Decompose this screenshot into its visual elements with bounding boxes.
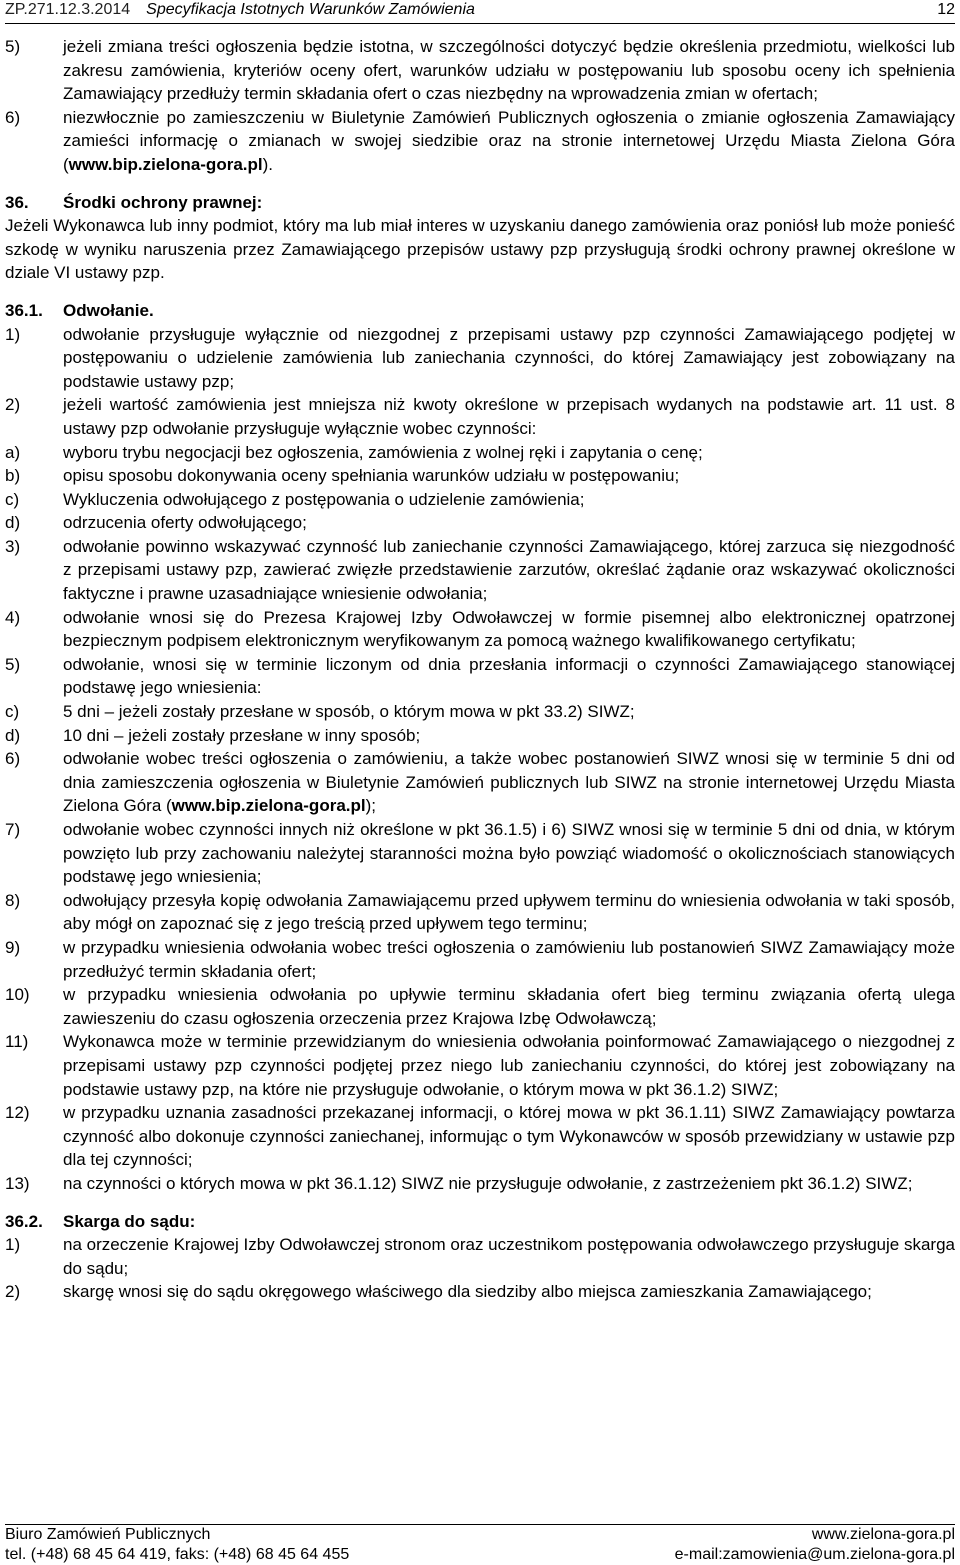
list-item: [5, 936, 955, 983]
item-text: odwołanie, wnosi się w terminie liczonym od dnia przesłania informacji o czynności Zamawiającego stanowiącej podstawę jego wniesienia:: [63, 654, 955, 698]
item-number: 13): [5, 1173, 30, 1193]
section-number: 36.2.: [5, 1211, 43, 1231]
item-text: na orzeczenie Krajowej Izby Odwoławczej stronom oraz uczestnikom postępowania odwoławczego przysługuje skarga do sądu;: [63, 1235, 955, 1278]
section-number: 36.: [5, 192, 29, 212]
item-text: skargę wnosi się do sądu okręgowego właściwego dla siedziby albo miejsca zamieszkania Zamawiającego;: [63, 1282, 872, 1302]
item-number: 8): [5, 890, 21, 910]
section-36-paragraph: Jeżeli Wykonawca lub inny podmiot, który ma lub miał interes w uzyskaniu danego zamówienia oraz poniósł lub może ponieść szkodę w wyniku naruszenia przez Zamawiającego przepisów ustawy pzp przysługują środki ochrony prawnej określone w dziale VI ustawy pzp.: [5, 216, 955, 283]
item-text-part: jeżeli zmiana treści ogłoszenia będzie istotna, w szczególności dotyczyć będzie określenia przedmiotu, wielkości lub zakresu zamówienia, kryteriów oceny ofert, warunków udziału w postępowaniu lub sposobu oceny ich spełnienia Zamawiający przedłuży termin składania ofert o czas niezbędny na wprowadzenia zmian w ofertach;: [63, 37, 955, 104]
item-text: odwołanie powinno wskazywać czynność lub zaniechanie czynności Zamawiającego, której zarzuca się niezgodność z przepisami ustawy pzp, zawierać zwięzłe przedstawienie zarzutów, określać żądanie oraz wskazywać okoliczności faktyczne i prawne uzasadniające wniesienie odwołania;: [63, 536, 955, 604]
page-footer: [5, 1524, 955, 1565]
list-item: [5, 323, 955, 394]
item-number: 9): [5, 937, 21, 957]
list-item: [5, 535, 955, 606]
item-number: 1): [5, 1235, 21, 1255]
item-text: w przypadku wniesienia odwołania wobec treści ogłoszenia o zamówieniu lub postanowień SIWZ Zamawiający może przedłużyć termin składania ofert;: [63, 937, 955, 981]
footer-website[interactable]: www.zielona-gora.pl: [811, 1526, 955, 1543]
item-text: odwołanie przysługuje wyłącznie od niezgodnej z przepisami ustawy pzp czynności Zamawiającego podjętej w postępowaniu o udzielenie zamówienia lub zaniechania czynności, do której Zamawiający jest zobowiązany na podstawie ustawy pzp;: [63, 324, 955, 391]
document-title: Specyfikacja Istotnych Warunków Zamówienia: [146, 1, 475, 18]
page-content: [5, 35, 955, 1304]
item-number: 2): [5, 1282, 21, 1302]
item-text-part: );: [365, 796, 376, 816]
item-text: [63, 35, 955, 106]
section-36-heading: [5, 191, 955, 215]
item-number: 3): [5, 536, 21, 556]
item-text: [63, 747, 955, 818]
bip-link[interactable]: www.bip.zielona-gora.pl: [171, 796, 366, 816]
item-text: 5 dni – jeżeli zostały przesłane w sposób, o którym mowa w pkt 33.2) SIWZ;: [63, 702, 635, 722]
list-item: [5, 724, 955, 748]
footer-row-1: [5, 1525, 955, 1545]
item-text: opisu sposobu dokonywania oceny spełniania warunków udziału w postępowaniu;: [63, 466, 680, 486]
item-number: 6): [5, 749, 21, 769]
list-item: [5, 983, 955, 1030]
section-title: Środki ochrony prawnej:: [63, 192, 263, 212]
item-number: c): [5, 489, 20, 509]
footer-email[interactable]: e-mail:zamowienia@um.zielona-gora.pl: [674, 1546, 955, 1563]
item-number: 5): [5, 654, 21, 674]
list-item: [5, 1101, 955, 1172]
section-36-2-heading: [5, 1210, 955, 1234]
item-text: odwołanie wobec czynności innych niż określone w pkt 36.1.5) i 6) SIWZ wnosi się w terminie 5 dni od dnia, w którym powzięto lub przy zachowaniu należytej staranności można było powziąć wiadomość o okolicznościach stanowiących podstawę jego wniesienia;: [63, 820, 955, 887]
item-text-part: niezwłocznie po zamieszczeniu w Biuletynie Zamówień Publicznych ogłoszenia o zmianie ogłoszenia Zamawiający zamieści informację o zmianach w swojej siedzibie oraz na stronie internetowej Urzędu Miasta Zielona Góra (: [63, 107, 955, 174]
section-title: Skarga do sądu:: [63, 1211, 196, 1231]
list-item: [5, 700, 955, 724]
item-text: odwołujący przesyła kopię odwołania Zamawiającemu przed upływem terminu do wniesienia odwołania w taki sposób, aby mógł on zapoznać się z jego treścią przed upływem tego terminu;: [63, 890, 955, 934]
list-item: [5, 1030, 955, 1101]
intro-item-6: [5, 106, 955, 177]
item-text: [63, 106, 955, 177]
list-item: [5, 511, 955, 535]
list-item: [5, 606, 955, 653]
list-item: [5, 747, 955, 818]
item-text: w przypadku wniesienia odwołania po upływie terminu składania ofert bieg terminu związania ofertą ulega zawieszeniu do czasu ogłoszenia orzeczenia przez Krajowa Izbę Odwoławczą;: [63, 985, 955, 1028]
item-number: 6): [5, 107, 21, 127]
item-number: d): [5, 513, 21, 533]
list-item: [5, 1172, 955, 1196]
item-text: odwołanie wnosi się do Prezesa Krajowej Izby Odwoławczej w formie pisemnej albo elektronicznej opatrzonej bezpiecznym podpisem elektronicznym weryfikowanym za pomocą ważnego kwalifikowanego certyfikatu;: [63, 607, 955, 651]
item-number: 7): [5, 820, 21, 839]
footer-office: Biuro Zamówień Publicznych: [5, 1526, 211, 1543]
intro-item-5: [5, 35, 955, 106]
page-header: [5, 0, 955, 22]
list-item: [5, 464, 955, 488]
list-item: [5, 1280, 955, 1304]
footer-row-2: [5, 1545, 955, 1565]
footer-phone: tel. (+48) 68 45 64 419, faks: (+48) 68 45 64 455: [5, 1546, 350, 1563]
item-number: b): [5, 466, 21, 486]
item-number: 4): [5, 607, 21, 627]
item-number: d): [5, 725, 21, 745]
item-text: Wykluczenia odwołującego z postępowania o udzielenie zamówienia;: [63, 489, 585, 509]
header-left: [5, 0, 475, 20]
item-text: w przypadku uznania zasadności przekazanej informacji, o której mowa w pkt 36.1.11) SIWZ Zamawiający powtarza czynność albo dokonuje czynności zaniechanej, informując o tym Wykonawców w sposób przewidziany w ustawie pzp dla tej czynności;: [63, 1103, 955, 1170]
item-text: Wykonawca może w terminie przewidzianym do wniesienia odwołania poinformować Zamawiającego o niezgodnej z przepisami ustawy pzp czynności podjętej przez niego lub zaniechaniu czynności, do której jest zobowiązany na podstawie ustawy pzp, na które nie przysługuje odwołanie, o którym mowa w pkt 36.1.2) SIWZ;: [63, 1032, 955, 1099]
item-text: na czynności o których mowa w pkt 36.1.12) SIWZ nie przysługuje odwołanie, z zastrzeżeniem pkt 36.1.2) SIWZ;: [63, 1173, 913, 1193]
item-text-part: ).: [262, 154, 273, 174]
list-item: [5, 1233, 955, 1280]
item-number: 1): [5, 324, 21, 344]
section-title: Odwołanie.: [63, 300, 154, 320]
header-divider: [5, 23, 955, 24]
section-number: 36.1.: [5, 300, 43, 320]
list-item: [5, 488, 955, 512]
list-item: [5, 653, 955, 700]
item-text: odrzucenia oferty odwołującego;: [63, 513, 307, 533]
document-number: ZP.271.12.3.2014: [5, 1, 131, 18]
item-text: wyboru trybu negocjacji bez ogłoszenia, zamówienia z wolnej ręki i zapytania o cenę;: [63, 442, 703, 462]
list-item: [5, 818, 955, 889]
item-number: 10): [5, 985, 30, 1005]
list-item: [5, 393, 955, 440]
item-number: 5): [5, 37, 21, 56]
section-36-1-heading: [5, 299, 955, 323]
item-text: 10 dni – jeżeli zostały przesłane w inny sposób;: [63, 725, 421, 745]
item-text: jeżeli wartość zamówienia jest mniejsza niż kwoty określone w przepisach wydanych na podstawie art. 11 ust. 8 ustawy pzp odwołanie przysługuje wyłącznie wobec czynności:: [63, 395, 955, 438]
item-number: 2): [5, 395, 21, 415]
item-number: 12): [5, 1103, 30, 1123]
page-number: 12: [937, 1, 955, 18]
item-number: c): [5, 702, 20, 722]
item-number: a): [5, 442, 21, 462]
section-36-1-list: [5, 323, 955, 1196]
bip-link[interactable]: www.bip.zielona-gora.pl: [68, 154, 263, 174]
list-item: [5, 889, 955, 936]
list-item: [5, 441, 955, 465]
item-number: 11): [5, 1032, 29, 1052]
item-text-part: odwołanie wobec treści ogłoszenia o zamówieniu, a także wobec postanowień SIWZ wnosi się w terminie 5 dni od dnia zamieszczenia ogłoszenia w Biuletynie Zamówień publicznych lub SIWZ na stronie internetowej Urzędu Miasta Zielona Góra (: [63, 749, 955, 816]
